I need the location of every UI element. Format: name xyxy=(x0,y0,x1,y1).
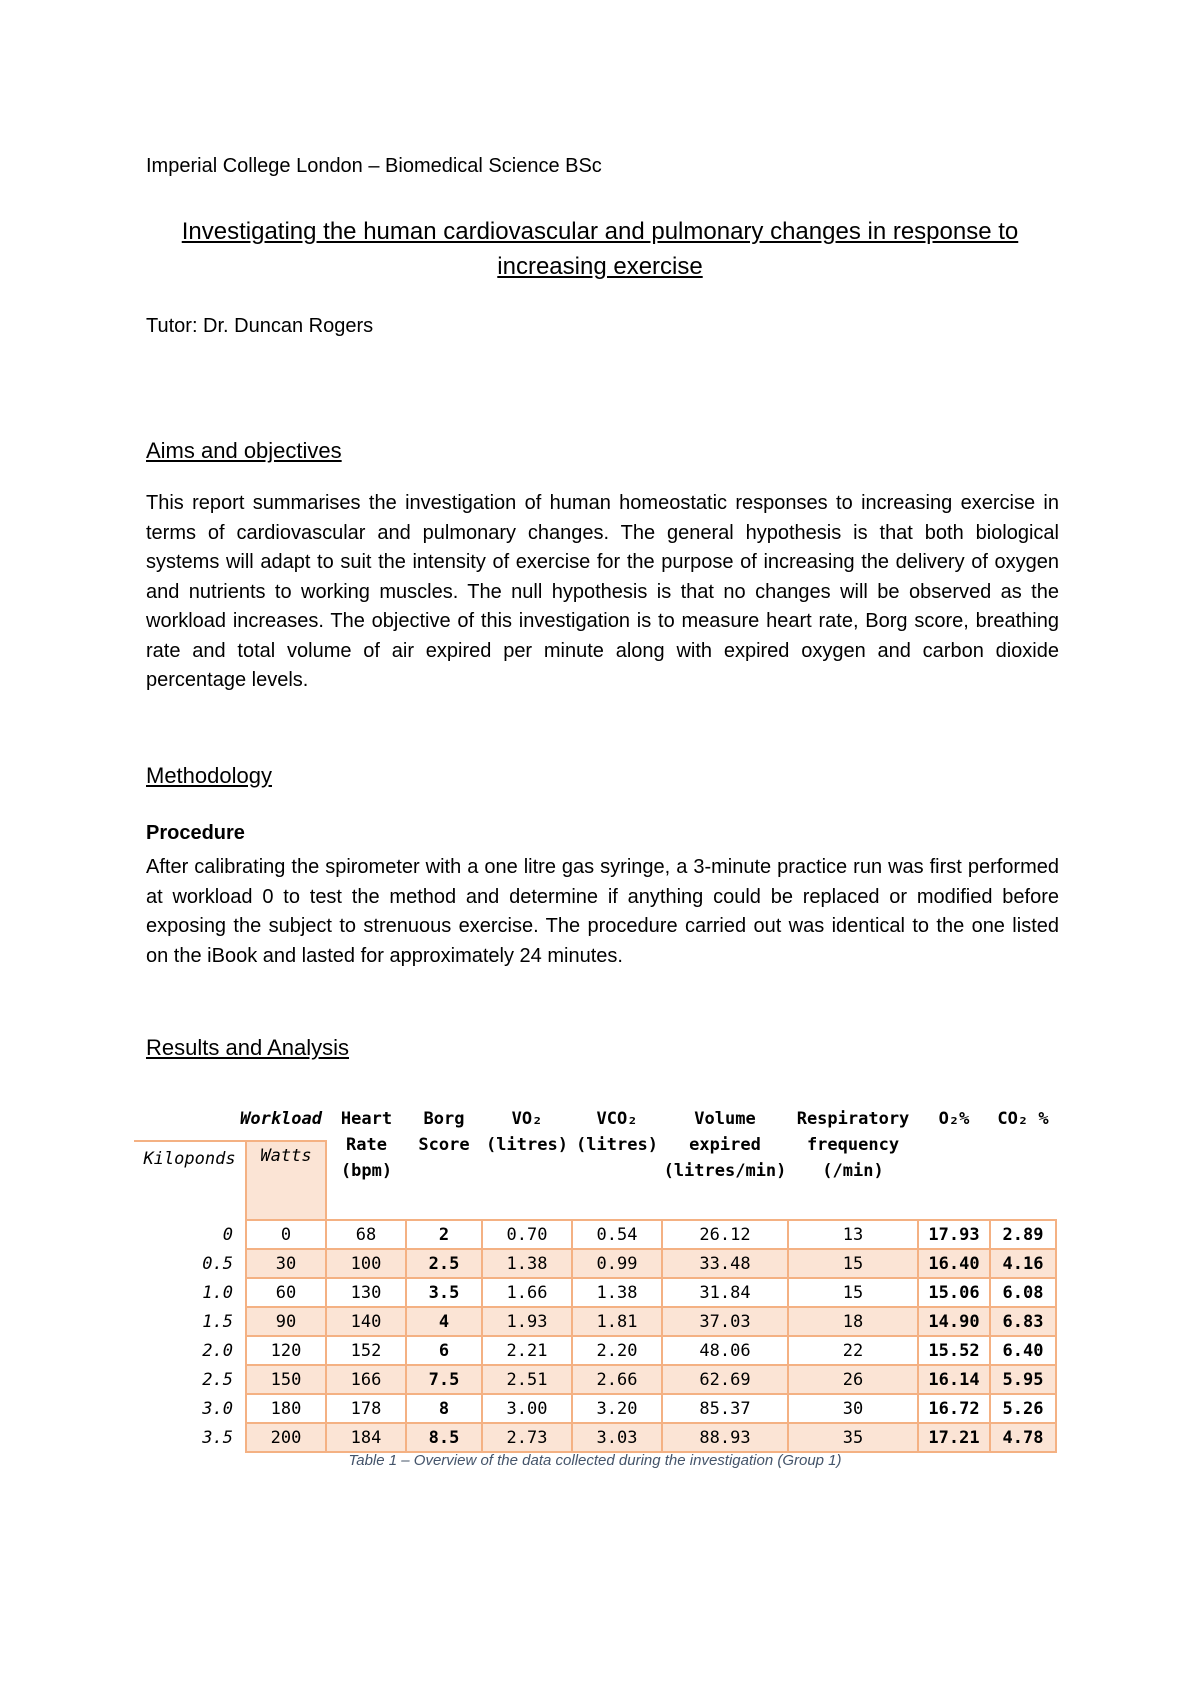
table-cell: 26.12 xyxy=(662,1220,788,1249)
kiloponds-cell: 3.0 xyxy=(134,1394,246,1423)
watts-cell: 30 xyxy=(246,1249,326,1278)
table-cell: 4 xyxy=(406,1307,482,1336)
table-cell: 30 xyxy=(788,1394,918,1423)
table-cell: 1.66 xyxy=(482,1278,572,1307)
column-header: Heart Rate (bpm) xyxy=(340,1109,393,1181)
table-row xyxy=(134,1365,1056,1394)
watts-cell: 180 xyxy=(246,1394,326,1423)
watts-cell: 90 xyxy=(246,1307,326,1336)
table-cell: 152 xyxy=(326,1336,406,1365)
column-header: VCO₂ (litres) xyxy=(576,1109,658,1155)
table-cell: 2.66 xyxy=(572,1365,662,1394)
aims-paragraph: This report summarises the investigation of human homeostatic responses to increasing exercise in terms of cardiovascular and pulmonary changes. The general hypothesis is that both biological systems will adapt to suit the intensity of exercise for the purpose of increasing the delivery of oxygen and nutrients to working muscles. The null hypothesis is that no changes will be observed as the workload increases. The objective of this investigation is to measure heart rate, Borg score, breathing rate and total volume of air expired per minute along with expired oxygen and carbon dioxide percentage levels. xyxy=(146,492,1059,691)
table-cell: 1.93 xyxy=(482,1307,572,1336)
table-cell: 33.48 xyxy=(662,1249,788,1278)
watts-cell: 0 xyxy=(246,1220,326,1249)
results-heading: Results and Analysis xyxy=(146,1035,349,1060)
table-cell: 2.51 xyxy=(482,1365,572,1394)
table-row xyxy=(134,1220,1056,1249)
table-cell: 166 xyxy=(326,1365,406,1394)
methodology-heading: Methodology xyxy=(146,763,272,788)
table-body xyxy=(134,1106,1056,1452)
table-cell: 48.06 xyxy=(662,1336,788,1365)
table-cell: 37.03 xyxy=(662,1307,788,1336)
table-cell: 3.5 xyxy=(406,1278,482,1307)
table-cell: 1.38 xyxy=(572,1278,662,1307)
table-row xyxy=(134,1336,1056,1365)
table-cell: 5.26 xyxy=(990,1394,1056,1423)
table-cell: 4.16 xyxy=(990,1249,1056,1278)
table-cell: 2.21 xyxy=(482,1336,572,1365)
column-header: Borg Score xyxy=(418,1109,470,1155)
workload-header: Workload xyxy=(240,1109,322,1129)
table-row xyxy=(134,1423,1056,1452)
kiloponds-header: Kiloponds xyxy=(134,1141,246,1220)
table-cell: 0.99 xyxy=(572,1249,662,1278)
table-cell: 6.40 xyxy=(990,1336,1056,1365)
table-cell: 18 xyxy=(788,1307,918,1336)
table-cell: 6.83 xyxy=(990,1307,1056,1336)
results-table xyxy=(134,1106,1057,1453)
table-cell: 17.21 xyxy=(918,1423,990,1452)
table-row xyxy=(134,1394,1056,1423)
table-cell: 16.72 xyxy=(918,1394,990,1423)
table-cell: 8.5 xyxy=(406,1423,482,1452)
kiloponds-cell: 1.0 xyxy=(134,1278,246,1307)
table-row xyxy=(134,1278,1056,1307)
watts-header: Watts xyxy=(246,1141,326,1220)
table-cell: 13 xyxy=(788,1220,918,1249)
table-cell: 3.03 xyxy=(572,1423,662,1452)
table-cell: 2.20 xyxy=(572,1336,662,1365)
kiloponds-cell: 0 xyxy=(134,1220,246,1249)
watts-cell: 200 xyxy=(246,1423,326,1452)
procedure-subheading: Procedure xyxy=(146,822,245,844)
table-cell: 2.73 xyxy=(482,1423,572,1452)
table-cell: 26 xyxy=(788,1365,918,1394)
table-row xyxy=(134,1307,1056,1336)
table-cell: 16.14 xyxy=(918,1365,990,1394)
table-cell: 6 xyxy=(406,1336,482,1365)
table-cell: 7.5 xyxy=(406,1365,482,1394)
column-header: Volume expired (litres/min) xyxy=(663,1109,787,1181)
kiloponds-cell: 3.5 xyxy=(134,1423,246,1452)
table-cell: 3.00 xyxy=(482,1394,572,1423)
table-cell: 1.38 xyxy=(482,1249,572,1278)
tutor-line: Tutor: Dr. Duncan Rogers xyxy=(146,315,374,337)
table-cell: 35 xyxy=(788,1423,918,1452)
table-cell: 17.93 xyxy=(918,1220,990,1249)
institution-line: Imperial College London – Biomedical Science BSc xyxy=(146,155,602,177)
table-cell: 15.06 xyxy=(918,1278,990,1307)
table-cell: 2 xyxy=(406,1220,482,1249)
table-cell: 15 xyxy=(788,1278,918,1307)
procedure-paragraph: After calibrating the spirometer with a one litre gas syringe, a 3-minute practice run was first performed at workload 0 to test the method and determine if anything could be replaced or modified before exposing the subject to strenuous exercise. The procedure carried out was identical to the one listed on the iBook and lasted for approximately 24 minutes. xyxy=(146,856,1059,967)
watts-cell: 120 xyxy=(246,1336,326,1365)
watts-cell: 60 xyxy=(246,1278,326,1307)
table-cell: 62.69 xyxy=(662,1365,788,1394)
table-cell: 130 xyxy=(326,1278,406,1307)
table-cell: 4.78 xyxy=(990,1423,1056,1452)
table-cell: 1.81 xyxy=(572,1307,662,1336)
table-cell: 15.52 xyxy=(918,1336,990,1365)
report-title: Investigating the human cardiovascular and pulmonary changes in response to increasing exercise xyxy=(181,218,1019,280)
kiloponds-cell: 2.0 xyxy=(134,1336,246,1365)
table-row xyxy=(134,1249,1056,1278)
table-cell: 184 xyxy=(326,1423,406,1452)
column-header: O₂% xyxy=(938,1109,970,1129)
kiloponds-cell: 2.5 xyxy=(134,1365,246,1394)
table-cell: 2.89 xyxy=(990,1220,1056,1249)
aims-heading: Aims and objectives xyxy=(146,438,342,463)
column-header: CO₂ % xyxy=(997,1109,1049,1129)
table-cell: 31.84 xyxy=(662,1278,788,1307)
table-cell: 15 xyxy=(788,1249,918,1278)
table-cell: 22 xyxy=(788,1336,918,1365)
table-cell: 0.54 xyxy=(572,1220,662,1249)
table-cell: 3.20 xyxy=(572,1394,662,1423)
table-cell: 14.90 xyxy=(918,1307,990,1336)
table-cell: 85.37 xyxy=(662,1394,788,1423)
table-cell: 88.93 xyxy=(662,1423,788,1452)
table-cell: 2.5 xyxy=(406,1249,482,1278)
kiloponds-cell: 0.5 xyxy=(134,1249,246,1278)
table-caption: Table 1 – Overview of the data collected during the investigation (Group 1) xyxy=(348,1452,842,1469)
column-header: VO₂ (litres) xyxy=(486,1109,568,1155)
kiloponds-cell: 1.5 xyxy=(134,1307,246,1336)
table-cell: 6.08 xyxy=(990,1278,1056,1307)
table-cell: 0.70 xyxy=(482,1220,572,1249)
table-cell: 8 xyxy=(406,1394,482,1423)
table-cell: 140 xyxy=(326,1307,406,1336)
table-cell: 5.95 xyxy=(990,1365,1056,1394)
column-header: Respiratory frequency (/min) xyxy=(796,1109,910,1181)
table-cell: 68 xyxy=(326,1220,406,1249)
table-cell: 100 xyxy=(326,1249,406,1278)
watts-cell: 150 xyxy=(246,1365,326,1394)
table-cell: 178 xyxy=(326,1394,406,1423)
table-cell: 16.40 xyxy=(918,1249,990,1278)
